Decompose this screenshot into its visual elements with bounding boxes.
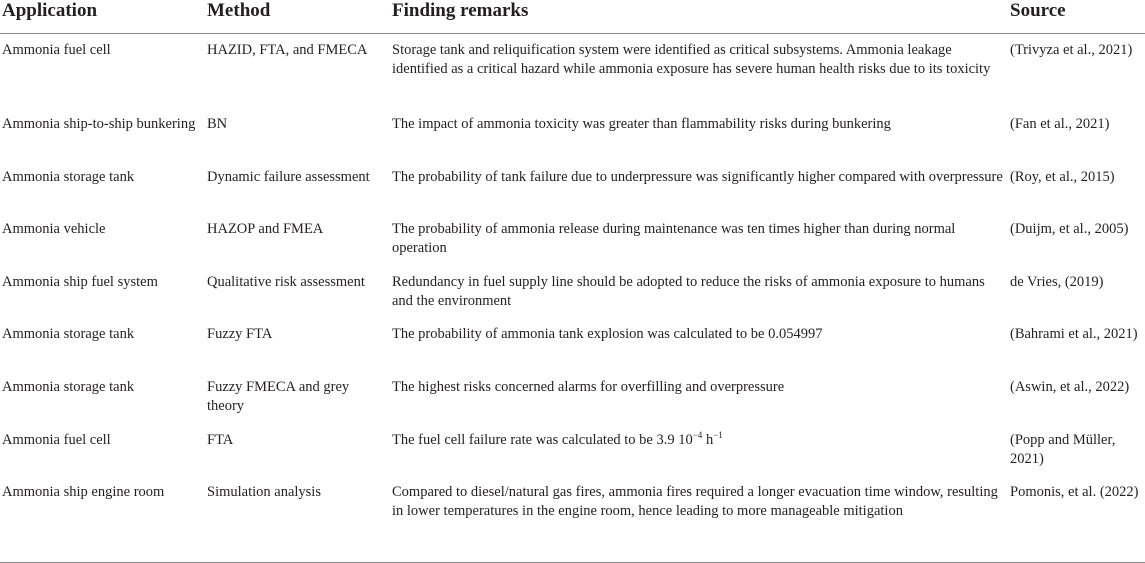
cell-remarks: Compared to diesel/natural gas fires, ammonia fires required a longer evacuation time window, resulting in lower temperatures in the engine room, hence leading to more manageable mitigation xyxy=(390,476,1008,563)
cell-remarks: The probability of ammonia release during maintenance was ten times higher than during normal operation xyxy=(392,220,956,256)
cell-source: (Aswin, et al., 2022) xyxy=(1010,378,1130,395)
cell-source: (Trivyza et al., 2021) xyxy=(1010,42,1133,58)
cell-source: (Fan et al., 2021) xyxy=(1010,115,1110,132)
remarks-unit: h xyxy=(702,431,714,448)
remarks-text: The fuel cell failure rate was calculated to be 3.9 10 xyxy=(392,431,693,448)
table-row xyxy=(0,34,1145,108)
cell-remarks xyxy=(390,424,1008,476)
exponent: −1 xyxy=(713,429,723,440)
cell-application: Ammonia storage tank xyxy=(2,168,135,185)
table-body xyxy=(0,34,1145,563)
cell-remarks: Storage tank and reliquification system were identified as critical subsystems. Ammonia leakage identified as a critical hazard while ammonia exposure has severe human health risks due to its toxicity xyxy=(392,42,991,77)
cell-source: (Duijm, et al., 2005) xyxy=(1010,220,1129,237)
cell-application: Ammonia ship fuel system xyxy=(2,273,158,290)
cell-application: Ammonia fuel cell xyxy=(2,42,111,58)
table-row xyxy=(0,213,1145,266)
cell-source: (Popp and Müller, 2021) xyxy=(1010,431,1116,467)
cell-remarks: The probability of tank failure due to underpressure was significantly higher compared with overpressure xyxy=(392,168,1003,185)
table-header xyxy=(0,0,1145,34)
table-row xyxy=(0,476,1145,563)
header-row xyxy=(0,0,1145,34)
cell-remarks: The highest risks concerned alarms for overfilling and overpressure xyxy=(392,378,785,395)
cell-remarks: The impact of ammonia toxicity was greater than flammability risks during bunkering xyxy=(392,115,891,132)
cell-application: Ammonia vehicle xyxy=(2,220,106,237)
cell-method: Fuzzy FMECA and grey theory xyxy=(207,378,350,414)
cell-method: HAZOP and FMEA xyxy=(207,220,324,237)
table-row xyxy=(0,266,1145,318)
table-row xyxy=(0,424,1145,476)
cell-remarks: Redundancy in fuel supply line should be adopted to reduce the risks of ammonia exposure to humans and the environment xyxy=(392,273,985,309)
cell-source: (Bahrami et al., 2021) xyxy=(1010,325,1138,342)
header-application: Application xyxy=(0,0,205,34)
cell-application: Ammonia fuel cell xyxy=(2,431,111,448)
cell-method: Qualitative risk assessment xyxy=(207,273,365,290)
header-method: Method xyxy=(205,0,390,34)
cell-application: Ammonia ship-to-ship bunkering xyxy=(2,115,196,132)
cell-method: HAZID, FTA, and FMECA xyxy=(207,42,368,58)
header-source: Source xyxy=(1008,0,1145,34)
table-row xyxy=(0,161,1145,213)
cell-method: Simulation analysis xyxy=(205,476,390,563)
cell-source: (Roy, et al., 2015) xyxy=(1010,168,1115,185)
cell-application: Ammonia storage tank xyxy=(2,325,135,342)
cell-method: Fuzzy FTA xyxy=(207,325,273,342)
table-row xyxy=(0,318,1145,371)
cell-source: de Vries, (2019) xyxy=(1010,273,1104,290)
exponent: −4 xyxy=(692,429,703,440)
cell-remarks: The probability of ammonia tank explosion was calculated to be 0.054997 xyxy=(392,325,823,342)
cell-application: Ammonia ship engine room xyxy=(0,476,205,563)
header-finding-remarks: Finding remarks xyxy=(390,0,1008,34)
table-row xyxy=(0,108,1145,161)
cell-application: Ammonia storage tank xyxy=(2,378,135,395)
cell-method: BN xyxy=(207,115,228,132)
cell-source: Pomonis, et al. (2022) xyxy=(1008,476,1145,563)
table-row xyxy=(0,371,1145,424)
cell-method: Dynamic failure assessment xyxy=(207,168,370,185)
cell-method: FTA xyxy=(207,431,234,448)
